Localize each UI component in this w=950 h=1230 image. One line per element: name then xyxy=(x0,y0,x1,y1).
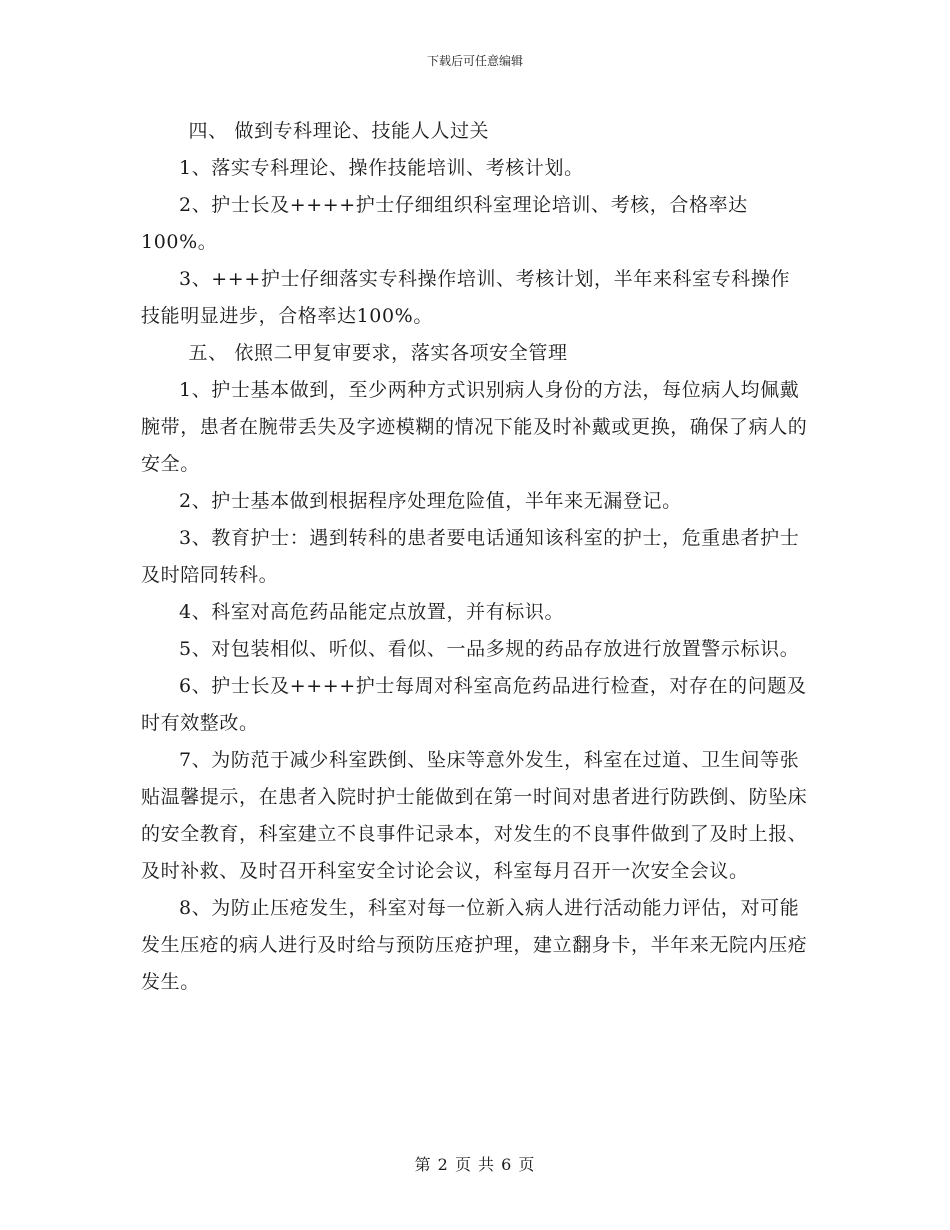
paragraph: 3、教育护士：遇到转科的患者要电话通知该科室的护士，危重患者护士及时陪同转科。 xyxy=(141,527,800,586)
paragraph: 8、为防止压疮发生，科室对每一位新入病人进行活动能力评估，对可能发生压疮的病人进行及时给与预防压疮护理，建立翻身卡，半年来无院内压疮发生。 xyxy=(141,897,808,993)
page-header: 下载后可任意编辑 xyxy=(426,54,523,68)
paragraph: 1、落实专科理论、操作技能培训、考核计划。 xyxy=(179,157,584,179)
paragraph: 1、护士基本做到，至少两种方式识别病人身份的方法，每位病人均佩戴腕带，患者在腕带丢失及字迹模糊的情况下能及时补戴或更换，确保了病人的安全。 xyxy=(141,379,808,475)
paragraph: 6、护士长及++++护士每周对科室高危药品进行检查，对存在的问题及时有效整改。 xyxy=(141,675,807,734)
page-number: 第 2 页 共 6 页 xyxy=(414,1155,536,1174)
paragraph: 5、对包装相似、听似、看似、一品多规的药品存放进行放置警示标识。 xyxy=(179,638,800,660)
paragraph: 7、为防范于减少科室跌倒、坠床等意外发生，科室在过道、卫生间等张贴温馨提示，在患者入院时护士能做到在第一时间对患者进行防跌倒、防坠床的安全教育，科室建立不良事件记录本，对发生的不良事件做到了及时上报、及时补救、及时召开科室安全讨论会议，科室每月召开一次安全会议。 xyxy=(141,749,808,882)
document-body xyxy=(141,113,808,1001)
section-heading-5: 五、 依照二甲复审要求，落实各项安全管理 xyxy=(188,342,568,364)
paragraph: 2、护士长及++++护士仔细组织科室理论培训、考核，合格率达100%。 xyxy=(141,194,748,253)
section-heading-4: 四、 做到专科理论、技能人人过关 xyxy=(188,120,490,142)
paragraph: 2、护士基本做到根据程序处理危险值，半年来无漏登记。 xyxy=(179,490,682,512)
paragraph: 3、+++护士仔细落实专科操作培训、考核计划，半年来科室专科操作技能明显进步，合格率达100%。 xyxy=(141,268,791,327)
paragraph: 4、科室对高危药品能定点放置，并有标识。 xyxy=(179,601,565,623)
